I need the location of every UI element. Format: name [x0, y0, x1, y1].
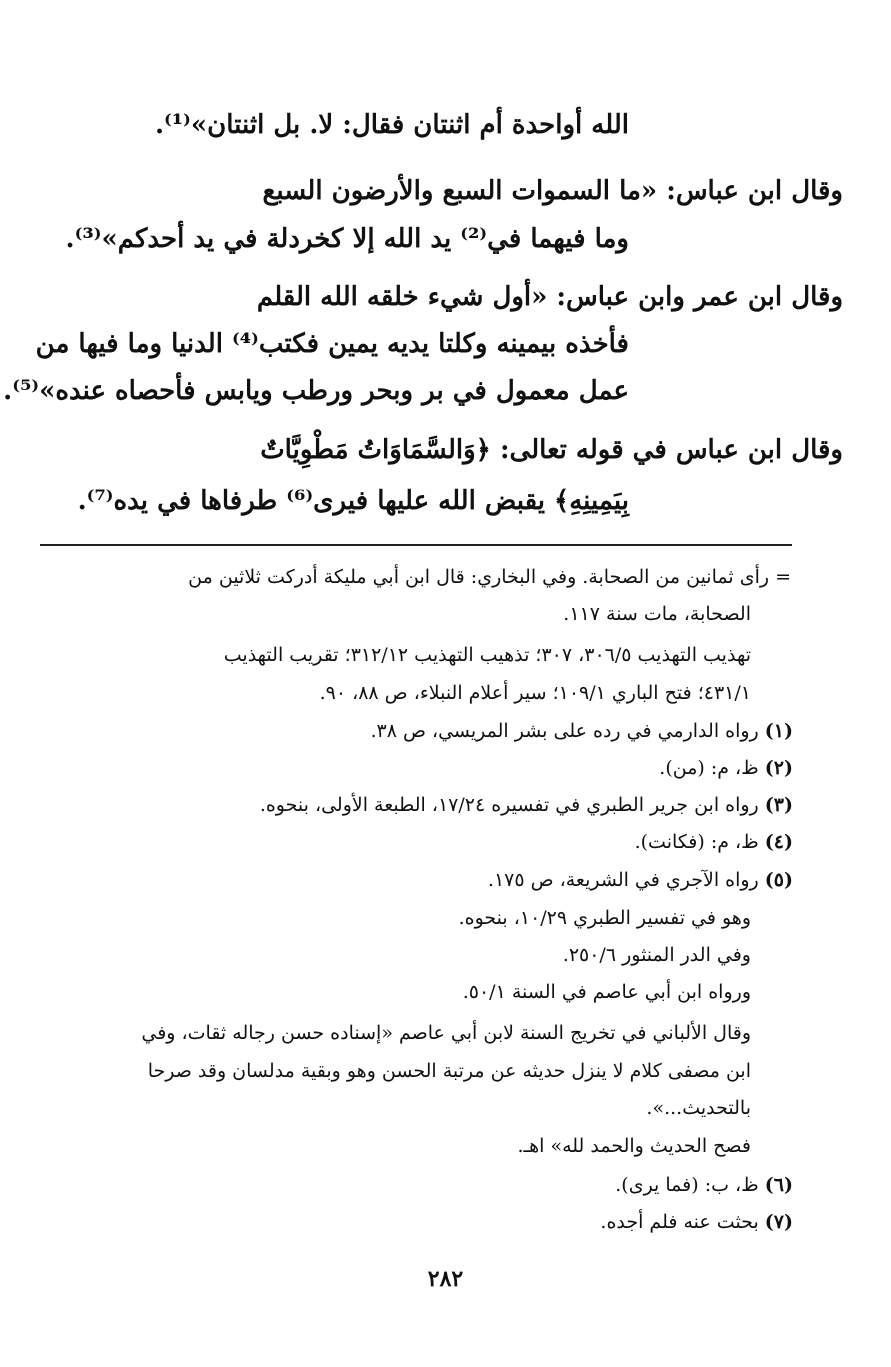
footnote-continued-line: الصحابة، مات سنة ١١٧. [563, 603, 751, 625]
body-line: وقال ابن عباس: «ما السموات السبع والأرضون السبع [262, 176, 843, 206]
footnote-4 [635, 833, 793, 852]
footnote-text: رواه الدارمي في رده على بشر المريسي، ص ٣٨. [370, 720, 759, 742]
footnote-5-continued: وفي الدر المنثور ٢٥٠/٦. [562, 944, 751, 966]
footnote-5-continued: وقال الألباني في تخريج السنة لابن أبي عاصم «إسناده حسن رجاله ثقات، وفي [141, 1022, 751, 1044]
body-line: فأخذه بيمينه وكلتا يديه يمين فكتب⁽⁴⁾ الدنيا وما فيها من [35, 329, 629, 359]
footnote-text: رواه ابن جرير الطبري في تفسيره ١٧/٢٤، الطبعة الأولى، بنحوه. [259, 794, 759, 816]
footnote-5-continued: ورواه ابن أبي عاصم في السنة ٥٠/١. [462, 981, 751, 1003]
footnote-continued-line: = رأى ثمانين من الصحابة. وفي البخاري: قال ابن أبي مليكة أدركت ثلاثين من [188, 566, 791, 588]
footnote-text: ظ، م: (من). [659, 757, 759, 779]
footnote-text: رواه الآجري في الشريعة، ص ١٧٥. [487, 869, 759, 891]
footnote-text: ظ، م: (فكانت). [634, 831, 759, 853]
footnote-text: بحثت عنه فلم أجده. [600, 1211, 759, 1233]
footnote-3 [260, 796, 793, 815]
footnote-5-continued: بالتحديث...». [646, 1097, 751, 1119]
body-line: وقال ابن عباس في قوله تعالى: ﴿وَالسَّمَاوَاتُ مَطْوِيَّاتٌ [260, 435, 843, 465]
footnote-2 [659, 759, 793, 778]
footnote-5-continued: ابن مصفى كلام لا ينزل حديثه عن مرتبة الحسن وهو وبقية مدلسان وقد صرحا [147, 1060, 751, 1082]
footnote-number: (٥) [764, 869, 793, 891]
footnote-number: (٢) [764, 757, 793, 779]
footnote-number: (٦) [764, 1174, 793, 1196]
footnote-continued-line: ٤٣١/١؛ فتح الباري ١٠٩/١؛ سير أعلام النبلاء، ص ٨٨، ٩٠. [319, 682, 751, 704]
footnote-5 [488, 871, 793, 890]
body-line: بِيَمِينِهِ﴾ يقبض الله عليها فيرى⁽⁶⁾ طرفاها في يده⁽⁷⁾. [77, 486, 629, 516]
footnote-5-continued: فصح الحديث والحمد لله» اهـ. [517, 1135, 751, 1157]
footnote-number: (٤) [764, 831, 793, 853]
footnote-5-continued: وهو في تفسير الطبري ١٠/٢٩، بنحوه. [458, 907, 751, 929]
body-line: وقال ابن عمر وابن عباس: «أول شيء خلقه الله القلم [256, 282, 843, 312]
body-line: عمل معمول في بر وبحر ورطب ويابس فأحصاه عنده»⁽⁵⁾. [3, 376, 629, 406]
footnote-number: (٧) [764, 1211, 793, 1233]
footnote-6 [615, 1176, 793, 1195]
footnote-number: (٣) [764, 794, 793, 816]
body-line: الله أواحدة أم اثنتان فقال: لا. بل اثنتان»⁽¹⁾. [154, 110, 629, 140]
body-line: وما فيهما في⁽²⁾ يد الله إلا كخردلة في يد أحدكم»⁽³⁾. [65, 224, 629, 254]
footnote-continued-line: تهذيب التهذيب ٣٠٦/٥، ٣٠٧؛ تذهيب التهذيب ٣١٢/١٢؛ تقريب التهذيب [223, 644, 751, 666]
footnote-separator [40, 544, 792, 546]
footnote-text: ظ، ب: (فما يرى). [615, 1174, 759, 1196]
footnote-1 [370, 722, 793, 741]
footnote-7 [600, 1213, 793, 1232]
footnote-number: (١) [764, 720, 793, 742]
page-number: ٢٨٢ [427, 1266, 464, 1292]
